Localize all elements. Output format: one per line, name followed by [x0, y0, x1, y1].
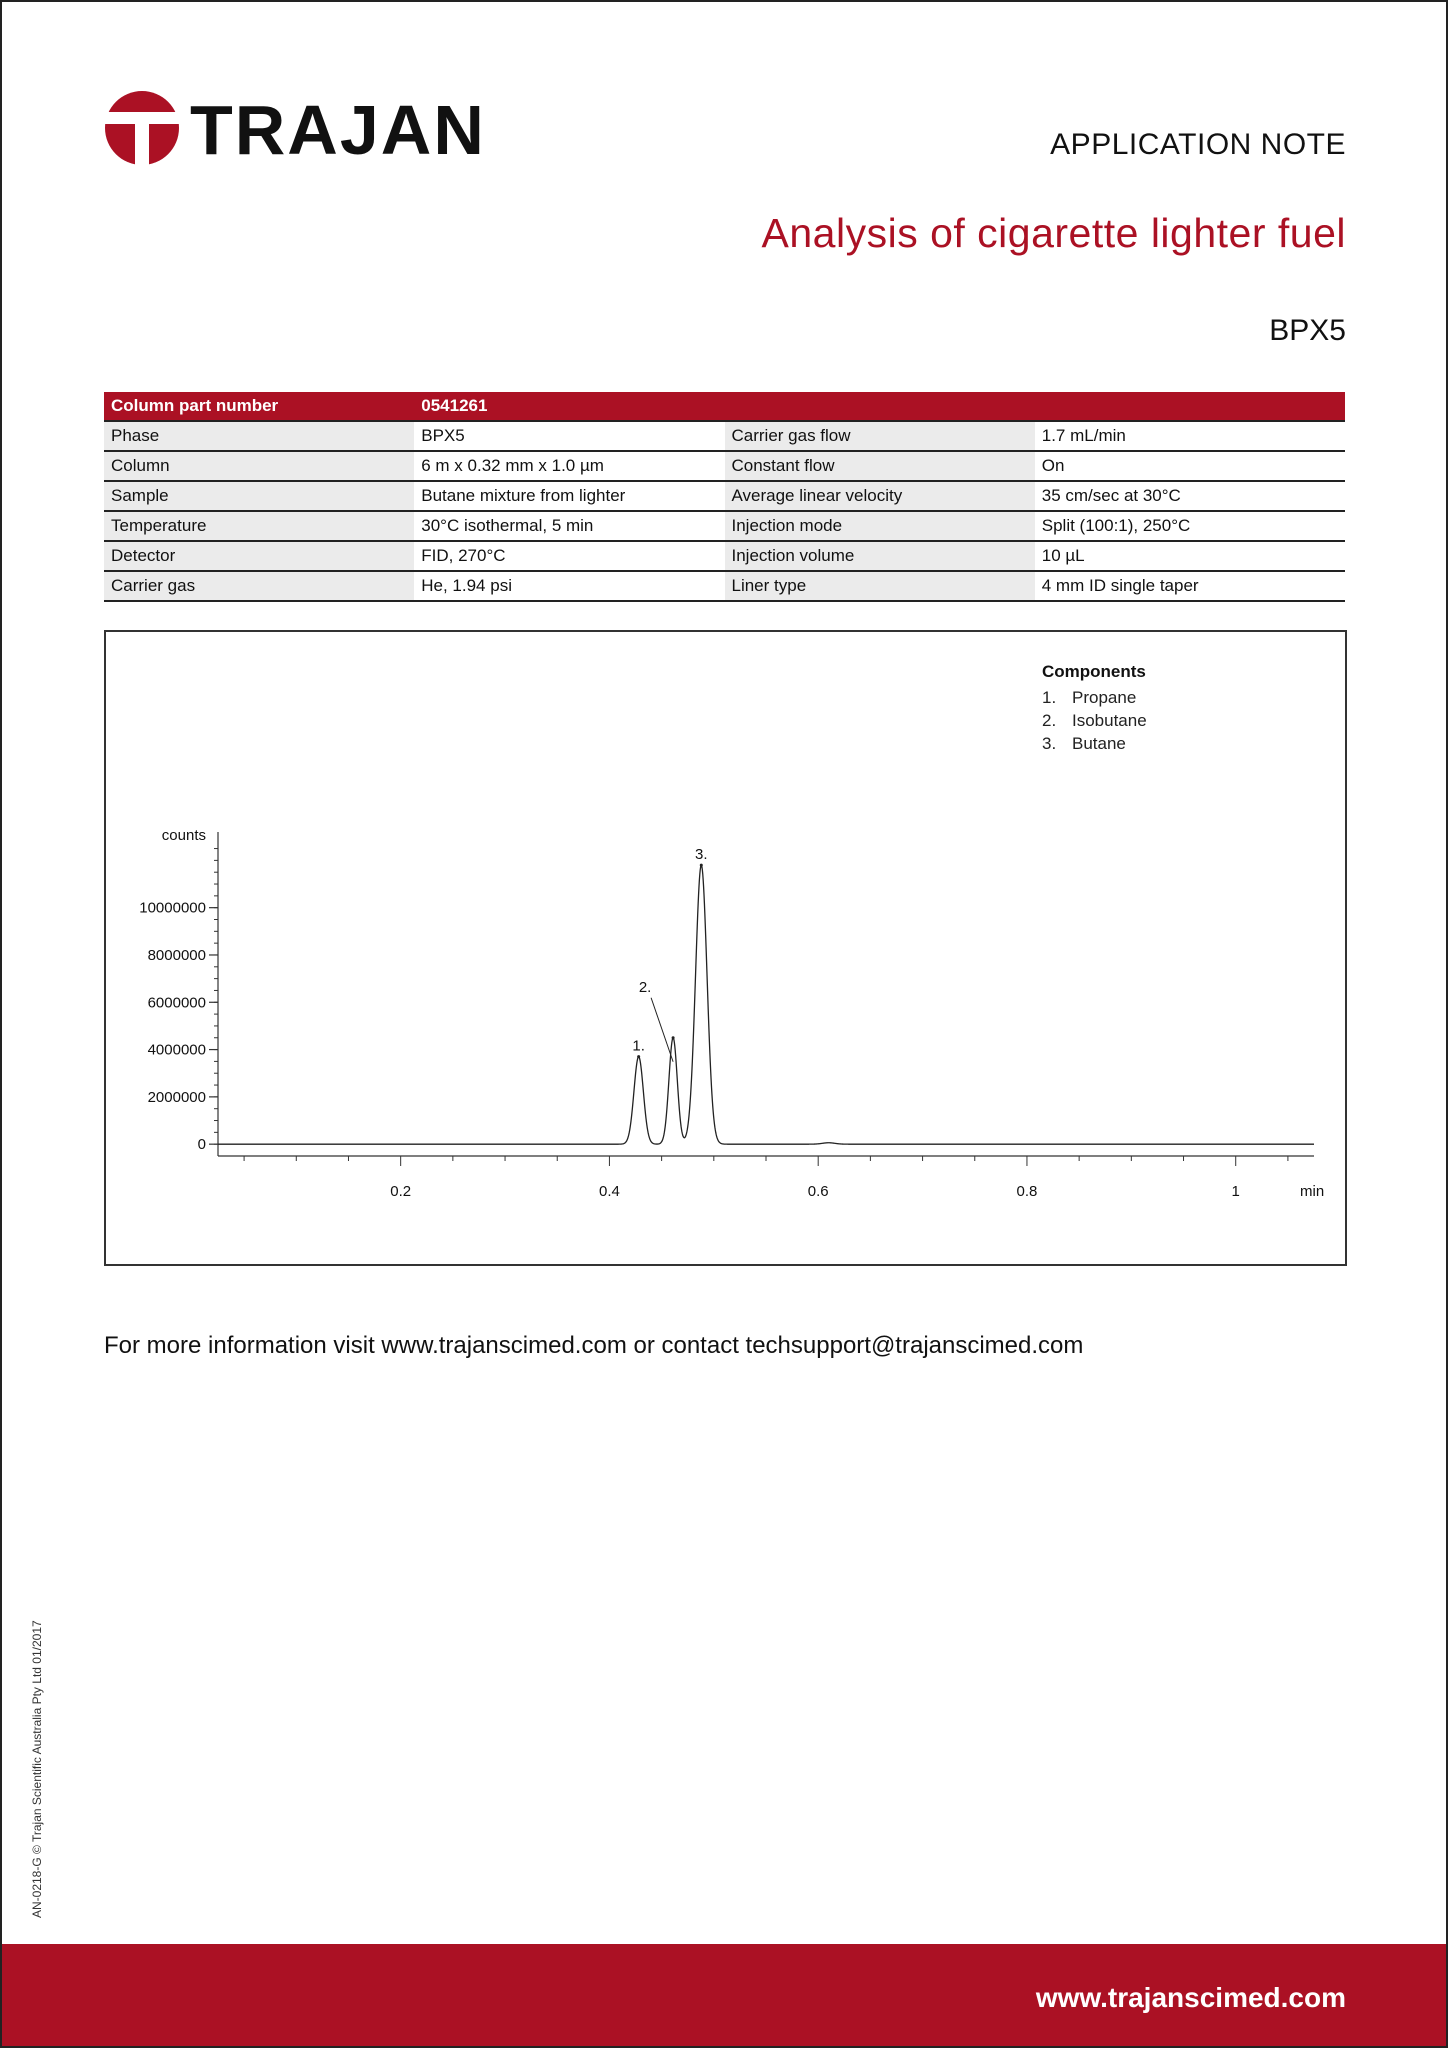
table-row [104, 541, 1345, 571]
copyright-side-text: AN-0218-G © Trajan Scientific Australia Pty Ltd 01/2017 [30, 1620, 44, 1918]
peak-apex-point [700, 864, 703, 867]
spec-value: On [1035, 451, 1345, 481]
y-axis-label: counts [161, 827, 206, 844]
spec-value: 6 m x 0.32 mm x 1.0 µm [414, 451, 724, 481]
y-tick-label: 4000000 [147, 1041, 206, 1059]
table-row [104, 451, 1345, 481]
spec-value: Split (100:1), 250°C [1035, 511, 1345, 541]
legend-item-number: 1. [1042, 688, 1057, 707]
table-row [104, 571, 1345, 601]
peak-apex-point [637, 1055, 640, 1058]
y-tick-label: 6000000 [147, 994, 206, 1012]
page-title: Analysis of cigarette lighter fuel [761, 210, 1346, 256]
column-part-number-label: Column part number [104, 392, 414, 421]
doc-type: APPLICATION NOTE [1050, 128, 1346, 161]
spec-value: BPX5 [414, 421, 724, 451]
peak-label: 2. [638, 978, 652, 996]
legend-item-name: Propane [1072, 688, 1137, 707]
spec-table-header-row [104, 392, 1345, 421]
x-tick-label: 0.4 [598, 1183, 620, 1200]
page-subtitle: BPX5 [1269, 314, 1346, 347]
spec-label: Sample [104, 481, 414, 511]
brand-name: TRAJAN [190, 91, 486, 169]
legend-item-number: 3. [1042, 734, 1057, 753]
chromatogram-chart [106, 632, 1345, 1264]
x-tick-label: 0.2 [390, 1183, 412, 1200]
footer-url-link[interactable]: www.trajanscimed.com [1035, 1982, 1346, 2013]
spec-value: He, 1.94 psi [414, 571, 724, 601]
legend-item-name: Butane [1072, 734, 1126, 753]
peak-apex-point [672, 1036, 675, 1039]
spec-value: 30°C isothermal, 5 min [414, 511, 724, 541]
spec-label: Injection volume [725, 541, 1035, 571]
table-row [104, 481, 1345, 511]
spec-label: Average linear velocity [725, 481, 1035, 511]
x-tick-label: 0.6 [807, 1183, 829, 1200]
y-tick-label: 8000000 [147, 946, 206, 964]
chromatogram-panel [104, 630, 1347, 1266]
spec-label: Detector [104, 541, 414, 571]
spec-value: 10 µL [1035, 541, 1345, 571]
legend-item [1042, 734, 1147, 754]
column-part-number-value: 0541261 [414, 392, 1345, 421]
spec-label: Carrier gas flow [725, 421, 1035, 451]
peak-leader-line [651, 998, 673, 1062]
components-legend-title: Components [1042, 662, 1146, 681]
legend-item [1042, 688, 1147, 708]
spec-table [104, 392, 1345, 602]
chromatogram-trace [218, 865, 1314, 1144]
y-tick-label: 10000000 [139, 899, 206, 917]
y-tick-label: 2000000 [147, 1088, 206, 1106]
trajan-t-circle-icon [104, 90, 180, 166]
peak-label: 1. [632, 1037, 645, 1055]
legend-item [1042, 711, 1147, 731]
spec-label: Column [104, 451, 414, 481]
spec-label: Liner type [725, 571, 1035, 601]
x-axis-label: min [1300, 1183, 1325, 1200]
spec-label: Phase [104, 421, 414, 451]
spec-label: Carrier gas [104, 571, 414, 601]
legend-item-number: 2. [1042, 711, 1057, 730]
more-info-text: For more information visit www.trajanscimed.com or contact techsupport@trajanscimed.com [104, 1332, 1084, 1359]
spec-value: 35 cm/sec at 30°C [1035, 481, 1345, 511]
table-row [104, 511, 1345, 541]
components-legend [1042, 662, 1147, 757]
x-tick-label: 1 [1231, 1183, 1240, 1200]
spec-label: Constant flow [725, 451, 1035, 481]
y-tick-label: 0 [197, 1136, 206, 1154]
spec-value: 1.7 mL/min [1035, 421, 1345, 451]
spec-label: Temperature [104, 511, 414, 541]
spec-value: FID, 270°C [414, 541, 724, 571]
spec-label: Injection mode [725, 511, 1035, 541]
x-tick-label: 0.8 [1016, 1183, 1038, 1200]
peak-label: 3. [695, 846, 708, 864]
spec-value: 4 mm ID single taper [1035, 571, 1345, 601]
legend-item-name: Isobutane [1072, 711, 1147, 730]
spec-value: Butane mixture from lighter [414, 481, 724, 511]
table-row [104, 421, 1345, 451]
